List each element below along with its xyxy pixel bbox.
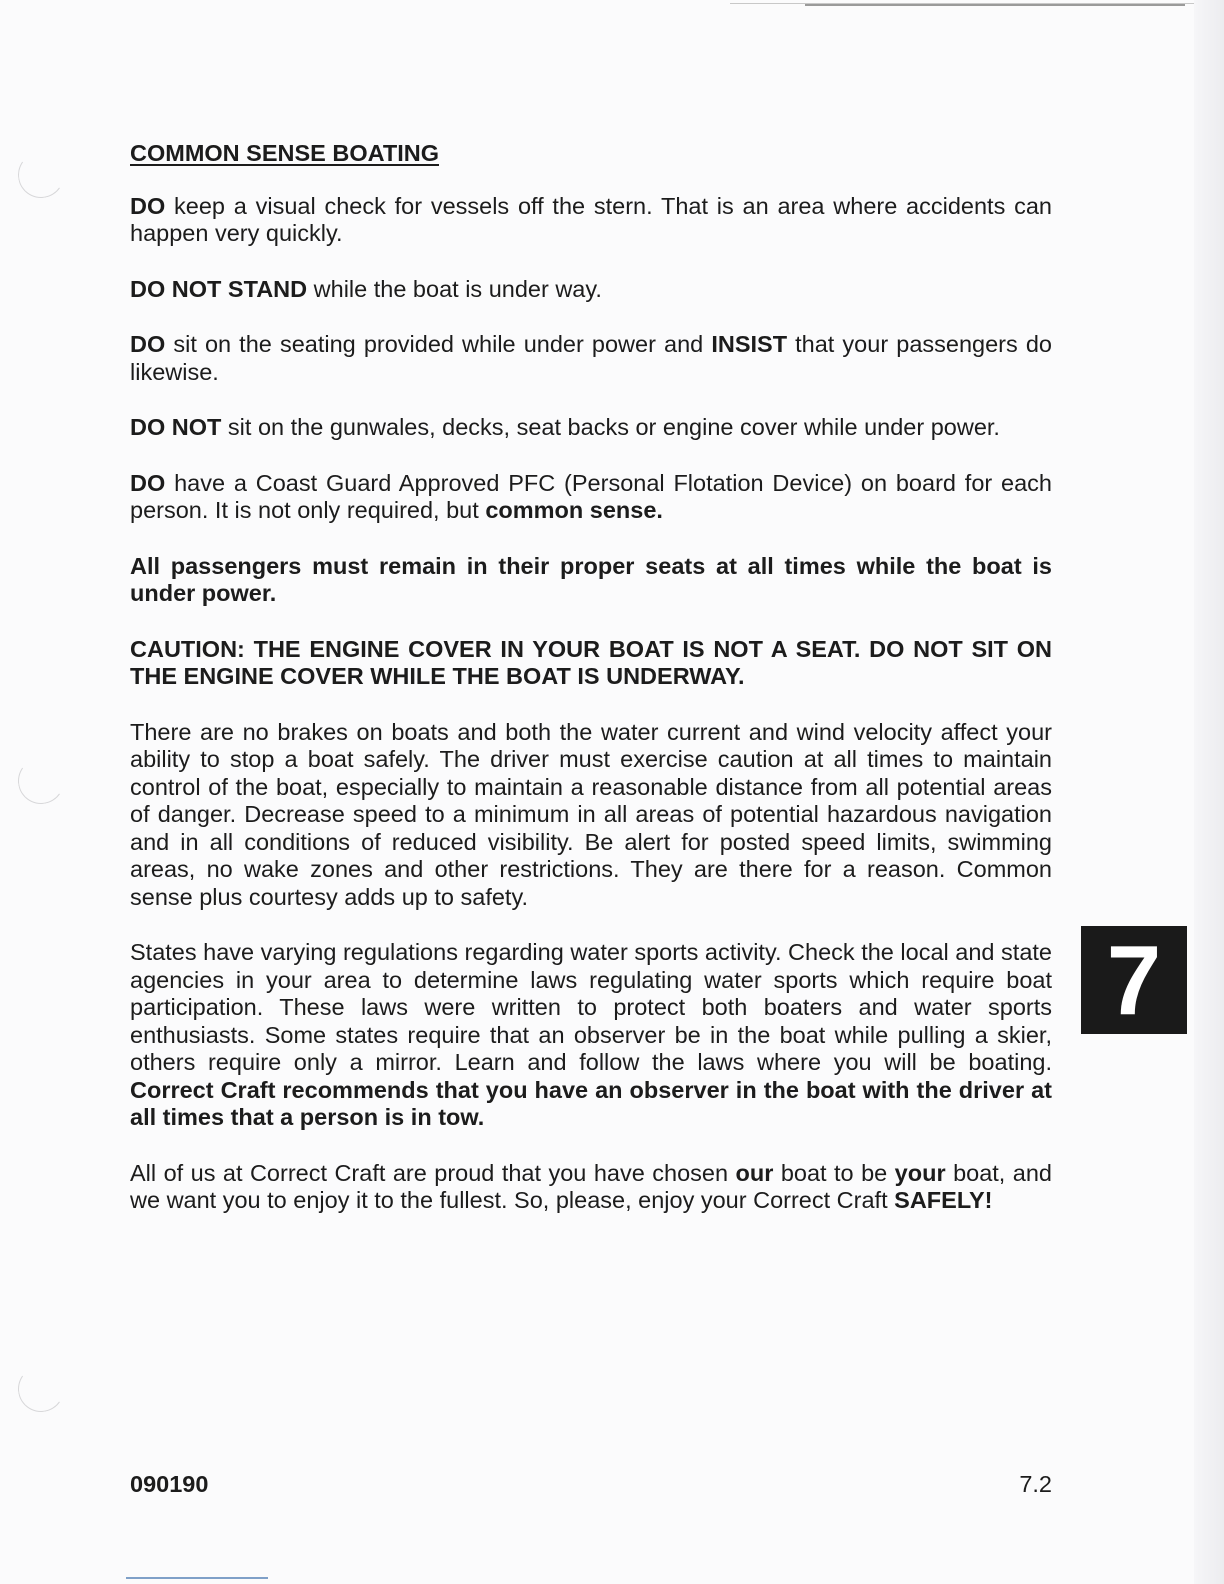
paragraph-text: that your passengers do likewise. [130, 331, 1052, 385]
section-tab-marker: 7 [1081, 926, 1187, 1034]
emphasis-safely: SAFELY! [894, 1187, 993, 1213]
binder-hole-middle [14, 754, 67, 807]
paragraph-text: sit on the seating provided while under power and [165, 331, 712, 357]
binder-hole-bottom [14, 1362, 67, 1415]
paragraph-text: States have varying regulations regarding water sports activity. Check the local and state agencies in your area to determine laws regulating water sports which require boat participation. These laws were written to protect both boaters and water sports enthusiasts. Some states require that an observer be in the boat while pulling a skier, others require only a mirror. Learn and follow the laws where you will be boating. [130, 939, 1052, 1075]
footer-doc-code: 090190 [130, 1471, 209, 1497]
paragraph-text: keep a visual check for vessels off the stern. That is an area where accidents can happen very quickly. [130, 192, 1052, 246]
emphasis-common-sense: common sense. [485, 497, 663, 523]
paragraph-no-brakes: There are no brakes on boats and both the water current and wind velocity affect your ability to stop a boat safely. The driver must exercise caution at all times to maintain control of the boat, especially to maintain a reasonable distance from all potential areas of danger. Decrease speed to a minimum in all areas of potential hazardous navigation and in all conditions of reduced visibility. Be alert for posted speed limits, swimming areas, no wake zones and other restrictions. They are there for a reason. Common sense plus courtesy adds up to safety. [130, 718, 1052, 910]
paragraph-engine-cover-caution: CAUTION: THE ENGINE COVER IN YOUR BOAT IS NOT A SEAT. DO NOT SIT ON THE ENGINE COVER WHILE THE BOAT IS UNDERWAY. [130, 635, 1052, 689]
paragraph-state-regulations [130, 939, 1052, 1132]
paragraph-stern-check [130, 193, 1052, 248]
paragraph-text: All of us at Correct Craft are proud that you have chosen [130, 1159, 736, 1186]
paragraph-text: boat, and we want you to enjoy it to the fullest. So, please, enjoy your Correct Craft [130, 1159, 1053, 1213]
paragraph-seating [130, 331, 1052, 386]
emphasis-our: our [735, 1159, 774, 1186]
paragraph-text: boat to be [773, 1159, 895, 1186]
paragraph-closing [130, 1160, 1052, 1215]
paragraph-text: sit on the gunwales, decks, seat backs or engine cover while under power. [221, 414, 1000, 440]
emphasis-your: your [894, 1159, 946, 1186]
paragraph-do-not-stand [130, 276, 1052, 304]
document-body [130, 140, 1052, 1243]
paragraph-text: have a Coast Guard Approved PFC (Personal Flotation Device) on board for each person. It is not only required, but [130, 469, 1052, 523]
lead-do-not-stand: DO NOT STAND [130, 275, 308, 302]
page-title: COMMON SENSE BOATING [130, 140, 439, 166]
bottom-rule [126, 1577, 268, 1579]
lead-do-not: DO NOT [130, 414, 222, 440]
top-rule-dark [805, 4, 1185, 6]
lead-do: DO [130, 331, 166, 357]
paragraph-pfd [130, 470, 1052, 525]
page-right-edge [1194, 0, 1224, 1584]
paragraph-gunwales [130, 414, 1052, 442]
footer-page-number: 7.2 [1019, 1471, 1052, 1497]
lead-do: DO [130, 192, 166, 219]
lead-do: DO [130, 469, 166, 496]
paragraph-text: while the boat is under way. [307, 275, 602, 302]
binder-hole-top [14, 148, 67, 201]
emphasis-insist: INSIST [711, 331, 788, 357]
emphasis-observer-recommendation: Correct Craft recommends that you have an observer in the boat with the driver at all times that a person is in tow. [130, 1076, 1052, 1130]
paragraph-passengers-seated: All passengers must remain in their proper seats at all times while the boat is under power. [130, 552, 1052, 606]
